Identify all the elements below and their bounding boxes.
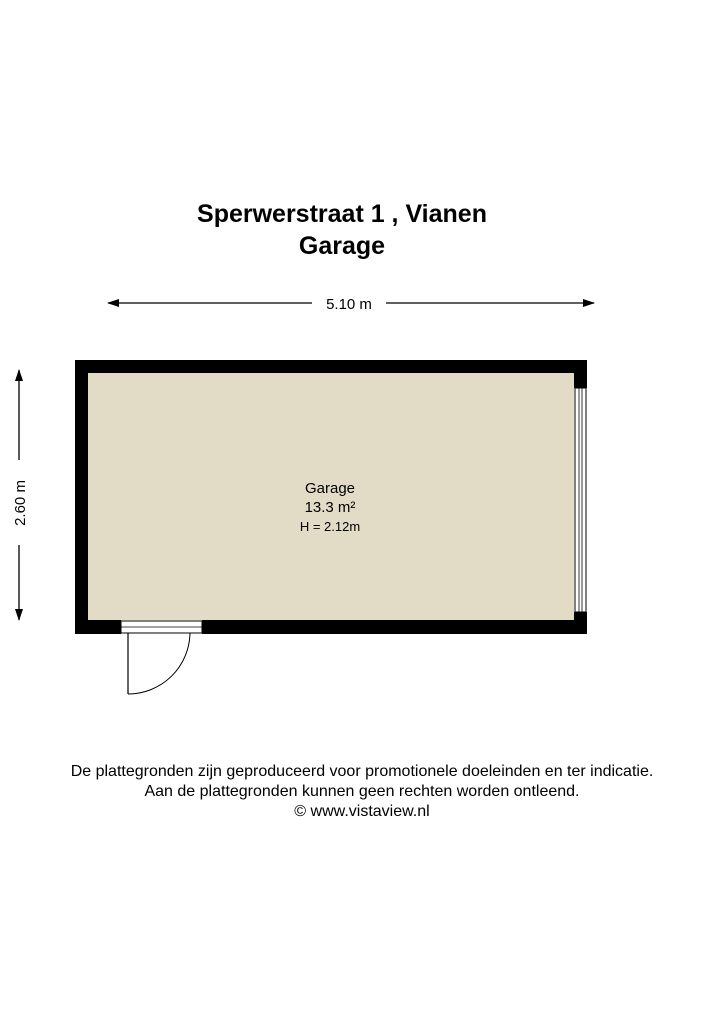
garage-door-frame xyxy=(575,388,586,612)
room-label-group xyxy=(300,480,360,534)
garage-door-opening xyxy=(575,388,586,612)
wall-right-bottom xyxy=(574,612,587,634)
depth-dimension xyxy=(12,370,29,620)
disclaimer-line-2: Aan de plattegronden kunnen geen rechten worden ontleend. xyxy=(144,783,580,800)
wall-left xyxy=(75,360,88,634)
wall-right-top xyxy=(574,360,587,388)
wall-top xyxy=(75,360,587,373)
room-name: Garage xyxy=(304,480,356,497)
wall-bottom-right xyxy=(202,620,587,634)
door-swing-arc xyxy=(128,633,190,694)
depth-dimension-label: 2.60 m xyxy=(12,480,29,526)
disclaimer xyxy=(0,762,724,822)
wall-bottom-left xyxy=(75,620,121,634)
floor-title: Garage xyxy=(298,232,386,260)
width-dimension xyxy=(108,296,594,313)
room-area: 13.3 m² xyxy=(304,499,356,516)
copyright-link[interactable]: © www.vistaview.nl xyxy=(294,803,430,820)
disclaimer-line-1: De plattegronden zijn geproduceerd voor promotionele doeleinden en ter indicatie. xyxy=(70,763,654,780)
entrance-door xyxy=(121,621,202,694)
width-dimension-label: 5.10 m xyxy=(326,296,372,313)
room-height: H = 2.12m xyxy=(299,519,361,534)
address-title: Sperwerstraat 1 , Vianen xyxy=(197,200,487,228)
